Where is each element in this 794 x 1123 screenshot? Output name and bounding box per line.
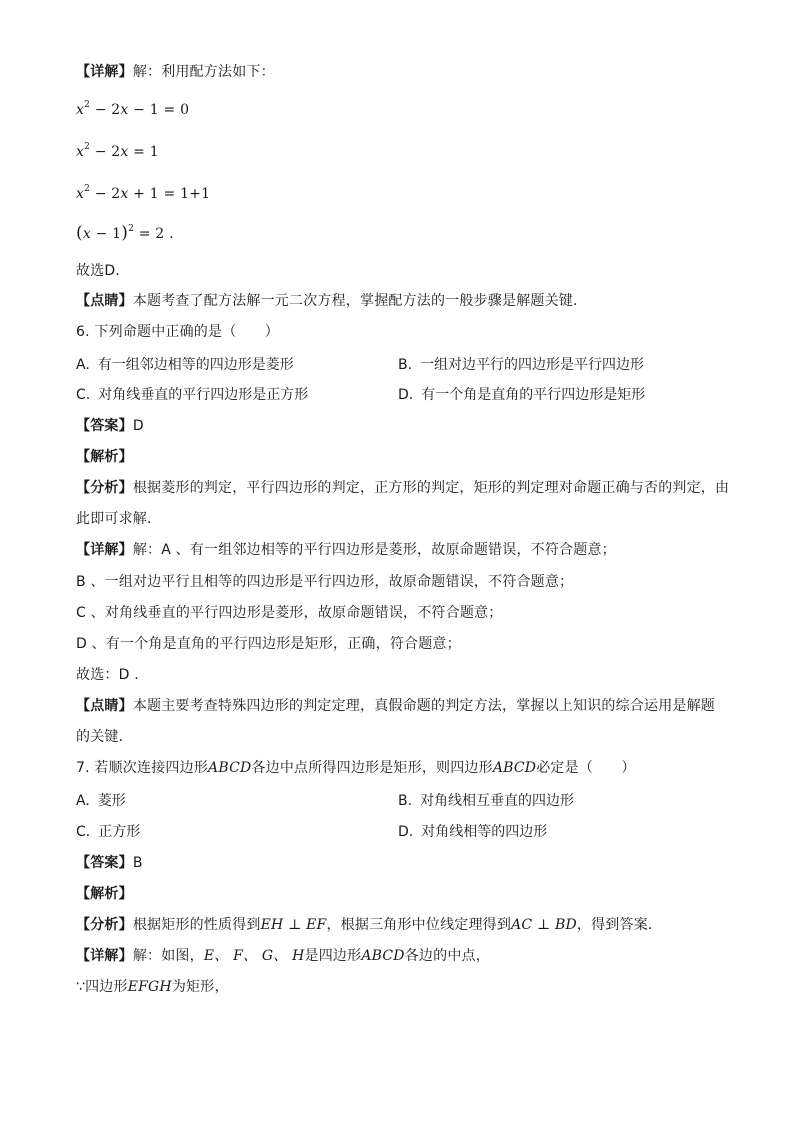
eq-paren: ) (121, 223, 129, 243)
q6-comment-line-2: 的关键． (76, 729, 133, 745)
choose-line: 故选D． (76, 263, 130, 279)
q6-fenxi-line-2: 此即可求解． (76, 511, 162, 527)
answer-value: D (132, 418, 144, 434)
detail-tag: 【详解】 (76, 542, 133, 558)
fenxi-math: AC ⊥ BD (511, 917, 577, 933)
q6-comment-line-1 (76, 696, 715, 716)
answer-tag: 【答案】 (76, 418, 133, 434)
option-text: 有一个角是直角的平行四边形是矩形 (421, 387, 646, 403)
q6-option-b (398, 355, 644, 375)
option-label: D. (398, 824, 414, 840)
option-label: B. (398, 357, 413, 373)
option-text: 菱形 (97, 793, 126, 809)
fenxi-text: 根据菱形的判定，平行四边形的判定，正方形的判定，矩形的判定理对命题正确与否的判定，由 (132, 480, 730, 496)
q7-detail-line (76, 946, 490, 966)
option-label: B. (398, 793, 413, 809)
answer-value: B (132, 855, 143, 871)
option-label: A. (76, 357, 90, 373)
option-text: 有一组邻边相等的四边形是菱形 (97, 357, 294, 373)
eq-var: x (120, 186, 129, 202)
eq-term: = 1 (128, 144, 159, 160)
q7-fenxi-line (76, 915, 662, 935)
fenxi-text: ，得到答案． (576, 917, 663, 933)
equation-2 (76, 142, 159, 162)
q7-option-b (398, 791, 574, 811)
stem-text: 7. 若顺次连接四边形 (76, 760, 209, 776)
q6-option-a (76, 355, 294, 375)
fenxi-text: 根据矩形的性质得到 (132, 917, 261, 933)
detail-line (76, 62, 275, 82)
eq-var: x (120, 102, 129, 118)
q6-detail-line-4: D 、有一个角是直角的平行四边形是矩形，正确，符合题意； (76, 636, 461, 652)
q7-option-c (76, 822, 140, 842)
q6-option-d (398, 385, 645, 405)
option-label: A. (76, 793, 90, 809)
q6-detail-line-1 (76, 540, 616, 560)
detail-math: ABCD (361, 948, 405, 964)
because-text: 为矩形， (171, 979, 229, 995)
q7-because-line (76, 977, 229, 997)
detail-text: 解：利用配方法如下： (132, 64, 275, 80)
because-math: EFGH (127, 979, 172, 995)
q7-option-d (398, 822, 547, 842)
q7-answer (76, 853, 143, 873)
eq-term: = 2 . (134, 226, 174, 242)
q7-option-a (76, 791, 126, 811)
comment-tag: 【点睛】 (76, 698, 133, 714)
detail-tag: 【详解】 (76, 64, 133, 80)
eq-var: x (120, 144, 129, 160)
eq-term: − 2 (90, 144, 121, 160)
equation-4 (76, 223, 174, 244)
comment-text: 本题考查了配方法解一元二次方程，掌握配方法的一般步骤是解题关键． (132, 293, 588, 309)
detail-tag: 【详解】 (76, 948, 133, 964)
eq-term: − 2 (90, 186, 121, 202)
eq-var: x (82, 226, 91, 242)
q6-detail-line-5: 故选：D . (76, 667, 139, 683)
because-text: ∵四边形 (76, 979, 128, 995)
stem-math: ABCD (208, 760, 252, 776)
q6-option-c (76, 385, 308, 405)
equation-3 (76, 184, 210, 204)
option-text: 正方形 (98, 824, 141, 840)
q6-stem: 6. 下列命题中正确的是（ ） (76, 324, 280, 340)
stem-text: 必定是（ ） (536, 760, 636, 776)
detail-text: 解：如图， (132, 948, 204, 964)
stem-math: ABCD (492, 760, 537, 776)
eq-term: − 2 (90, 102, 121, 118)
eq-var: x (76, 186, 85, 202)
fenxi-tag: 【分析】 (76, 917, 133, 933)
q6-answer (76, 416, 144, 436)
eq-term: − 1 (90, 226, 122, 242)
stem-text: 各边中点所得四边形是矩形，则四边形 (251, 760, 493, 776)
q6-analysis-tag: 【解析】 (76, 449, 133, 465)
fenxi-text: ，根据三角形中位线定理得到 (326, 917, 512, 933)
detail-math: E、 F、 G、 H (203, 948, 305, 964)
eq-exp: 2 (128, 224, 135, 234)
eq-exp: 2 (84, 100, 91, 110)
fenxi-tag: 【分析】 (76, 480, 133, 496)
detail-text: 是四边形 (304, 948, 362, 964)
eq-term: + 1 = 1+1 (128, 186, 211, 202)
option-label: D. (398, 387, 414, 403)
eq-exp: 2 (84, 142, 91, 152)
eq-exp: 2 (84, 184, 91, 194)
q6-detail-line-3: C 、对角线垂直的平行四边形是菱形，故原命题错误，不符合题意； (76, 605, 503, 621)
eq-var: x (76, 144, 85, 160)
comment-tag: 【点睛】 (76, 293, 133, 309)
q7-stem (76, 758, 636, 778)
option-label: C. (76, 387, 91, 403)
option-text: 一组对边平行的四边形是平行四边形 (420, 357, 645, 373)
option-label: C. (76, 824, 91, 840)
fenxi-math: EH ⊥ EF (260, 917, 327, 933)
eq-var: x (76, 102, 85, 118)
detail-text: 解：A 、有一组邻边相等的平行四边形是菱形，故原命题错误，不符合题意； (132, 542, 616, 558)
q6-fenxi-line-1 (76, 478, 729, 498)
option-text: 对角线相互垂直的四边形 (420, 793, 575, 809)
eq-paren: ( (76, 223, 83, 243)
equation-1 (76, 100, 189, 120)
option-text: 对角线垂直的平行四边形是正方形 (98, 387, 309, 403)
comment-line (76, 291, 587, 311)
detail-text: 各边的中点， (404, 948, 490, 964)
q6-detail-line-2: B 、一组对边平行且相等的四边形是平行四边形，故原命题错误，不符合题意； (76, 574, 574, 590)
option-text: 对角线相等的四边形 (421, 824, 548, 840)
answer-tag: 【答案】 (76, 855, 133, 871)
eq-term: − 1 = 0 (128, 102, 190, 118)
q7-analysis-tag: 【解析】 (76, 886, 133, 902)
comment-text: 本题主要考查特殊四边形的判定定理，真假命题的判定方法，掌握以上知识的综合运用是解题 (132, 698, 716, 714)
